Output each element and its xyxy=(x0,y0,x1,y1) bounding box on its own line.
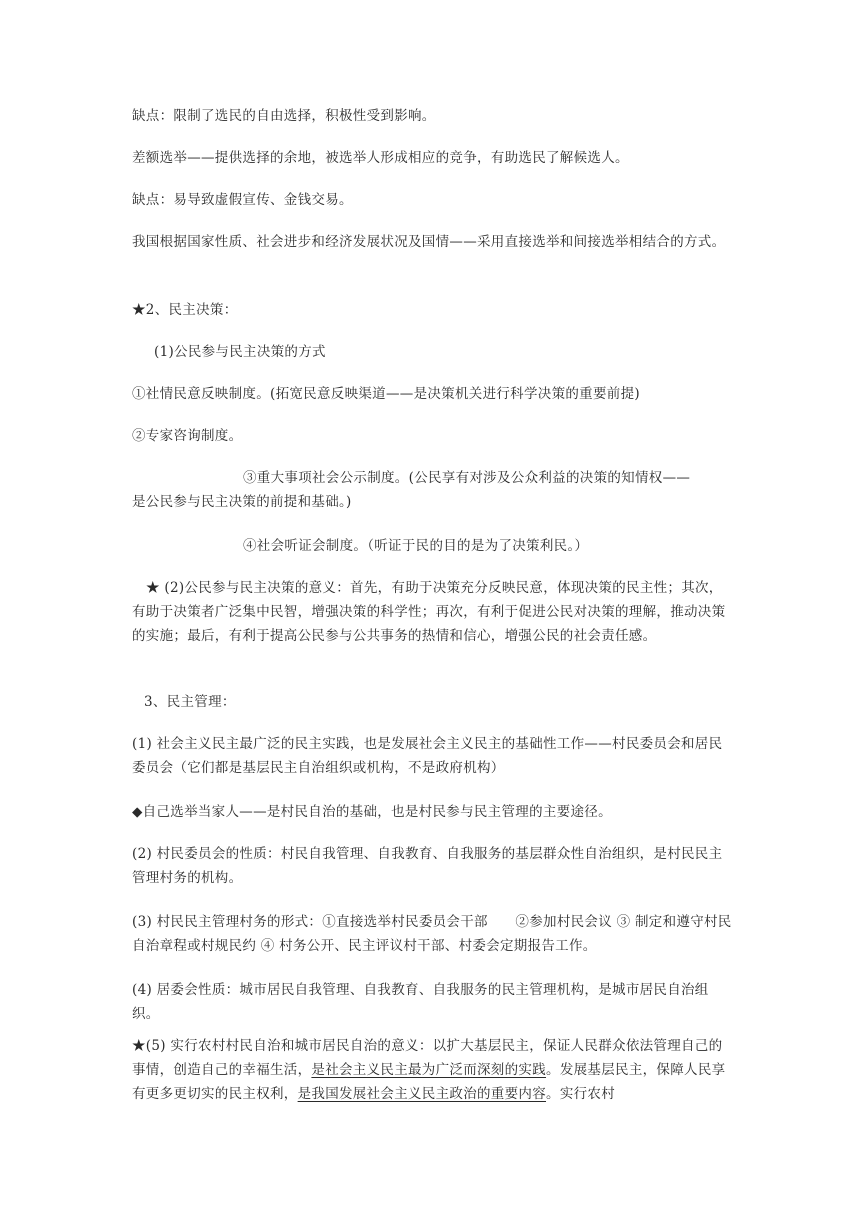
paragraph-participation-significance: ★ (2)公民参与民主决策的意义：首先，有助于决策充分反映民意，体现决策的民主性；其次，有助于决策者广泛集中民智，增强决策的科学性；再次，有利于促进公民对决策的理解，推动决策的实施；最后，有利于提高公民参与公共事务的热情和信心，增强公民的社会责任感。 xyxy=(132,580,726,644)
list-item-public-notice-line2: 是公民参与民主决策的前提和基础。) xyxy=(132,494,352,510)
list-item-public-hearing: ④社会听证会制度。（听证于民的目的是为了决策利民。） xyxy=(243,538,589,554)
paragraph-village-management-forms: (3) 村民民主管理村务的形式：①直接选举村民委员会干部 ②参加村民会议 ③ 制定和遵守村民自治章程或村规民约 ④ 村务公开、民主评议村干部、村委会定期报告工作。 xyxy=(132,914,732,954)
significance-text-segment: ★(5) 实行农村村民自治和城市居民自治的意义：以扩大基层民主，保证人民群众依法管理自己的事情，创造自己的幸福生活， xyxy=(132,1038,723,1078)
paragraph-national-election-method: 我国根据国家性质、社会进步和经济发展状况及国情——采用直接选举和间接选举相结合的方式。 xyxy=(132,234,726,250)
heading-democratic-decision: ★2、民主决策： xyxy=(132,302,238,318)
paragraph-competitive-election-drawback: 缺点：易导致虚假宣传、金钱交易。 xyxy=(132,192,353,208)
list-item-public-notice-line1: ③重大事项社会公示制度。(公民享有对涉及公众利益的决策的知情权—— xyxy=(243,470,691,486)
significance-text-segment: 。实行农村 xyxy=(546,1086,616,1102)
list-item-public-opinion-system: ①社情民意反映制度。(拓宽民意反映渠道——是决策机关进行科学决策的重要前提) xyxy=(132,386,640,402)
heading-democratic-management: 3、民主管理： xyxy=(144,694,236,710)
paragraph-competitive-election: 差额选举——提供选择的余地，被选举人形成相应的竞争，有助选民了解候选人。 xyxy=(132,150,629,166)
list-item-expert-consultation: ②专家咨询制度。 xyxy=(132,428,243,444)
paragraph-self-election: ◆自己选举当家人——是村民自治的基础，也是村民参与民主管理的主要途径。 xyxy=(132,804,612,820)
significance-text-segment: 。发展基层民主，保障人民享有更多更切实的民主权利， xyxy=(132,1062,726,1102)
paragraph-village-committee-nature: (2) 村民委员会的性质：村民自我管理、自我教育、自我服务的基层群众性自治组织，是村民民主管理村务的机构。 xyxy=(132,846,723,886)
significance-underlined-phrase: 是社会主义民主最为广泛而深刻的实践 xyxy=(311,1062,547,1078)
paragraph-equal-election-drawback: 缺点：限制了选民的自由选择，积极性受到影响。 xyxy=(132,108,436,124)
paragraph-residents-committee-nature: (4) 居委会性质：城市居民自我管理、自我教育、自我服务的民主管理机构，是城市居民自治组织。 xyxy=(132,982,709,1022)
paragraph-self-governance-significance xyxy=(132,1034,732,1106)
subheading-participation-methods: (1)公民参与民主决策的方式 xyxy=(154,344,326,360)
paragraph-grassroots-democracy: (1) 社会主义民主最广泛的民主实践，也是发展社会主义民主的基础性工作——村民委员会和居民委员会（它们都是基层民主自治组织或机构，不是政府机构） xyxy=(132,736,723,776)
significance-underlined-phrase: 是我国发展社会主义民主政治的重要内容 xyxy=(297,1086,547,1102)
list-item-public-notice-system xyxy=(132,466,732,514)
